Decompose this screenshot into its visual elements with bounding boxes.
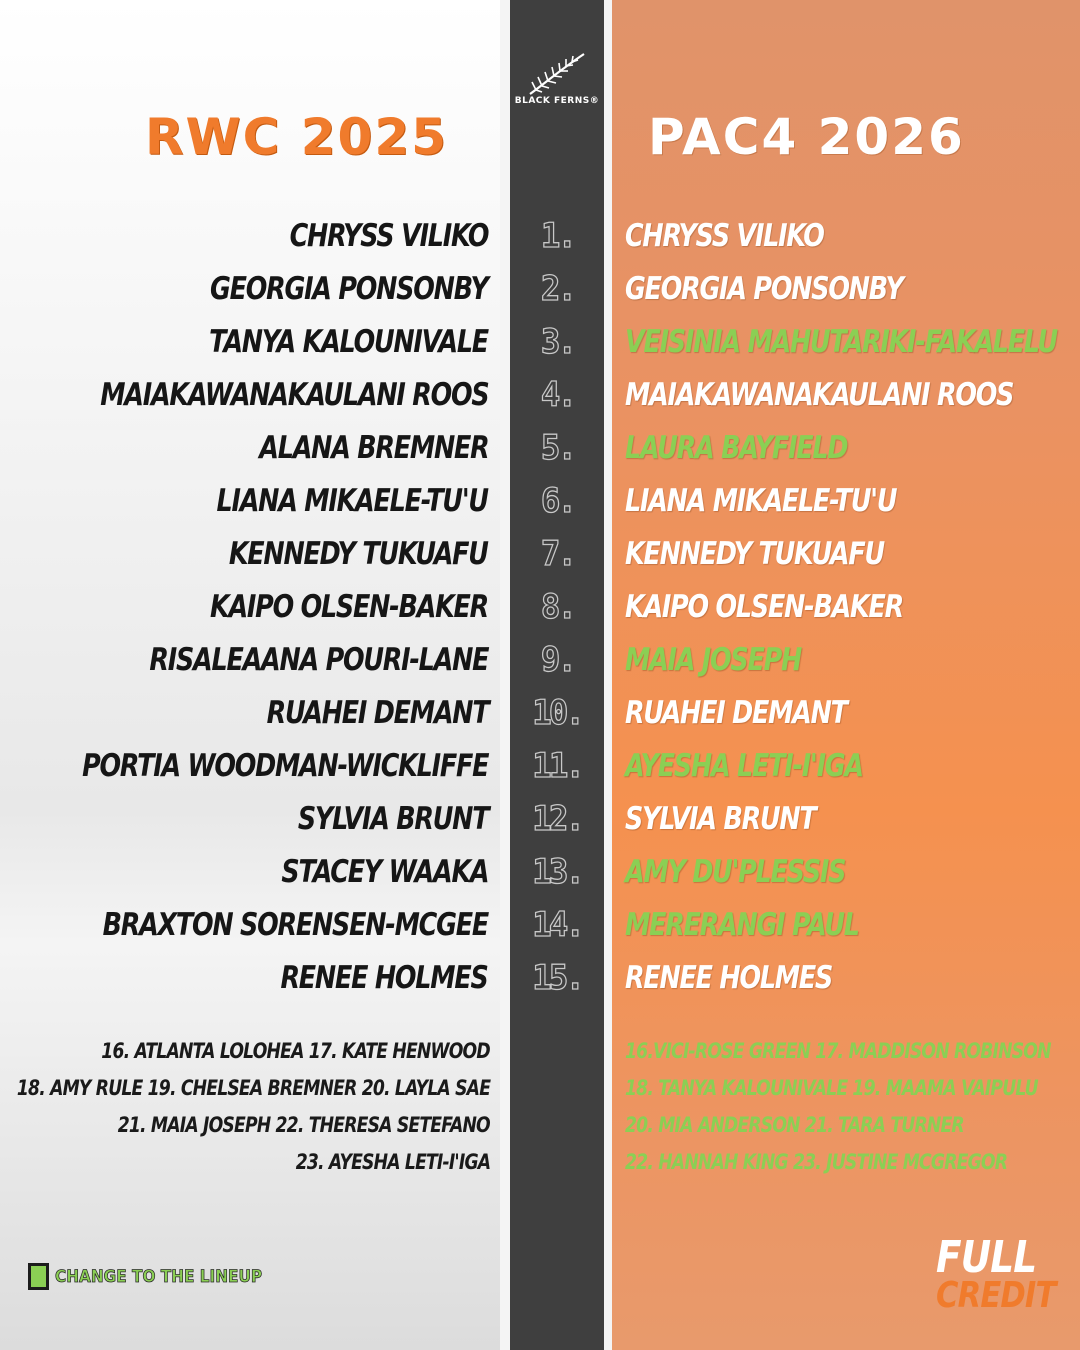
player-name: RUAHEI DEMANT [625,695,847,731]
starter-row [0,477,488,530]
jersey-number-row [510,689,604,742]
jersey-number-row [510,530,604,583]
bench-text: 16.VICI-ROSE GREEN 17. MADDISON ROBINSON [625,1039,1051,1063]
bench-line [0,1034,490,1071]
rwc-2025-heading: RWC 2025 [145,108,448,166]
jersey-number-row [510,901,604,954]
jersey-number-row [510,371,604,424]
jersey-number-row [510,583,604,636]
starter-row [0,583,488,636]
player-name: PORTIA WOODMAN-WICKLIFFE [81,748,488,784]
full-credit-logo [936,1232,1056,1316]
player-name: TANYA KALOUNIVALE [209,324,488,360]
player-name: GEORGIA PONSONBY [210,271,488,307]
legend-label: CHANGE TO THE LINEUP [55,1266,263,1287]
player-name: LIANA MIKAELE-TU'U [216,483,488,519]
divider-right [604,0,612,1350]
player-name: RENEE HOLMES [280,960,488,996]
bench-line [0,1145,490,1182]
bench-line [625,1034,1080,1071]
pac4-2026-starters [625,212,1080,1007]
jersey-number: 11. [532,746,582,786]
starter-row [625,848,1080,901]
jersey-number-row [510,795,604,848]
player-name: MAIAKAWANAKAULANI ROOS [625,377,1014,413]
jersey-number-row [510,954,604,1007]
player-name: STACEY WAAKA [281,854,488,890]
starter-row [625,636,1080,689]
jersey-number: 5. [540,428,574,468]
starter-row [625,742,1080,795]
bench-text: 18. TANYA KALOUNIVALE 19. MAAMA VAIPULU [625,1076,1038,1100]
jersey-number: 7. [540,534,574,574]
starter-row [0,530,488,583]
starter-row [625,954,1080,1007]
player-name: SYLVIA BRUNT [625,801,816,837]
divider-left [500,0,510,1350]
starter-row [0,424,488,477]
jersey-number: 8. [540,587,574,627]
rwc-2025-starters [0,212,488,1007]
player-name: CHRYSS VILIKO [625,218,824,254]
jersey-number: 12. [532,799,582,839]
jersey-number: 2. [540,269,574,309]
jersey-number: 15. [532,958,582,998]
rwc-2025-bench [0,1034,490,1182]
lineup-change-legend [28,1263,285,1290]
bench-line [625,1145,1080,1182]
bench-line [0,1108,490,1145]
bench-line [625,1071,1080,1108]
starter-row [0,954,488,1007]
player-name: GEORGIA PONSONBY [625,271,903,307]
player-name: SYLVIA BRUNT [297,801,488,837]
player-name: KENNEDY TUKUAFU [229,536,488,572]
jersey-number-row [510,318,604,371]
player-name: CHRYSS VILIKO [289,218,488,254]
bench-text: 21. MAIA JOSEPH 22. THERESA SETEFANO [117,1113,490,1137]
jersey-number: 4. [540,375,574,415]
starter-row [0,371,488,424]
jersey-number-row [510,636,604,689]
bench-text: 23. AYESHA LETI-I'IGA [295,1150,490,1174]
jersey-number-row [510,265,604,318]
starter-row [0,795,488,848]
player-name: AMY DU'PLESSIS [625,854,846,890]
bench-line [0,1071,490,1108]
player-name: RUAHEI DEMANT [266,695,488,731]
jersey-number: 6. [540,481,574,521]
starter-row [625,583,1080,636]
player-name: RENEE HOLMES [625,960,833,996]
player-name: LAURA BAYFIELD [625,430,848,466]
starter-row [625,901,1080,954]
starter-row [0,742,488,795]
starter-row [625,530,1080,583]
brand-line-2: CREDIT [936,1275,1056,1316]
jersey-number: 9. [540,640,574,680]
black-ferns-logo [513,52,601,106]
player-name: ALANA BREMNER [258,430,488,466]
starter-row [625,424,1080,477]
bench-text: 18. AMY RULE 19. CHELSEA BREMNER 20. LAYLA SAE [16,1076,490,1100]
jersey-number-row [510,742,604,795]
player-name: BRAXTON SORENSEN-MCGEE [102,907,488,943]
player-name: KAIPO OLSEN-BAKER [209,589,488,625]
bench-text: 20. MIA ANDERSON 21. TARA TURNER [625,1113,964,1137]
bench-text: 16. ATLANTA LOLOHEA 17. KATE HENWOOD [101,1039,490,1063]
starter-row [625,477,1080,530]
pac4-2026-bench [625,1034,1080,1182]
jersey-number: 14. [532,905,582,945]
starter-row [0,318,488,371]
starter-row [625,795,1080,848]
bench-line [625,1108,1080,1145]
player-name: VEISINIA MAHUTARIKI-FAKALELU [625,324,1057,360]
jersey-number-row [510,477,604,530]
jersey-number: 1. [540,216,574,256]
starter-row [625,265,1080,318]
jersey-number: 3. [540,322,574,362]
jersey-number-row [510,212,604,265]
starter-row [0,265,488,318]
player-name: MERERANGI PAUL [625,907,859,943]
brand-line-1: FULL [936,1232,1037,1283]
jersey-number: 10. [532,693,582,733]
player-name: MAIA JOSEPH [625,642,802,678]
player-name: KAIPO OLSEN-BAKER [625,589,904,625]
player-name: RISALEAANA POURI-LANE [149,642,488,678]
jersey-number-row [510,848,604,901]
jersey-number-row [510,424,604,477]
pac4-2026-heading: PAC4 2026 [648,108,965,166]
logo-text: BLACK FERNS® [514,96,600,106]
starter-row [0,636,488,689]
jersey-number: 13. [532,852,582,892]
player-name: AYESHA LETI-I'IGA [625,748,863,784]
player-name: MAIAKAWANAKAULANI ROOS [99,377,488,413]
starter-row [0,689,488,742]
starter-row [625,689,1080,742]
silver-fern-icon [526,52,588,96]
bench-text: 22. HANNAH KING 23. JUSTINE MCGREGOR [625,1150,1008,1174]
jersey-numbers [510,212,604,1007]
starter-row [625,318,1080,371]
starter-row [0,901,488,954]
starter-row [625,371,1080,424]
starter-row [0,848,488,901]
starter-row [625,212,1080,265]
player-name: KENNEDY TUKUAFU [625,536,884,572]
legend-swatch [28,1263,49,1290]
starter-row [0,212,488,265]
player-name: LIANA MIKAELE-TU'U [625,483,897,519]
